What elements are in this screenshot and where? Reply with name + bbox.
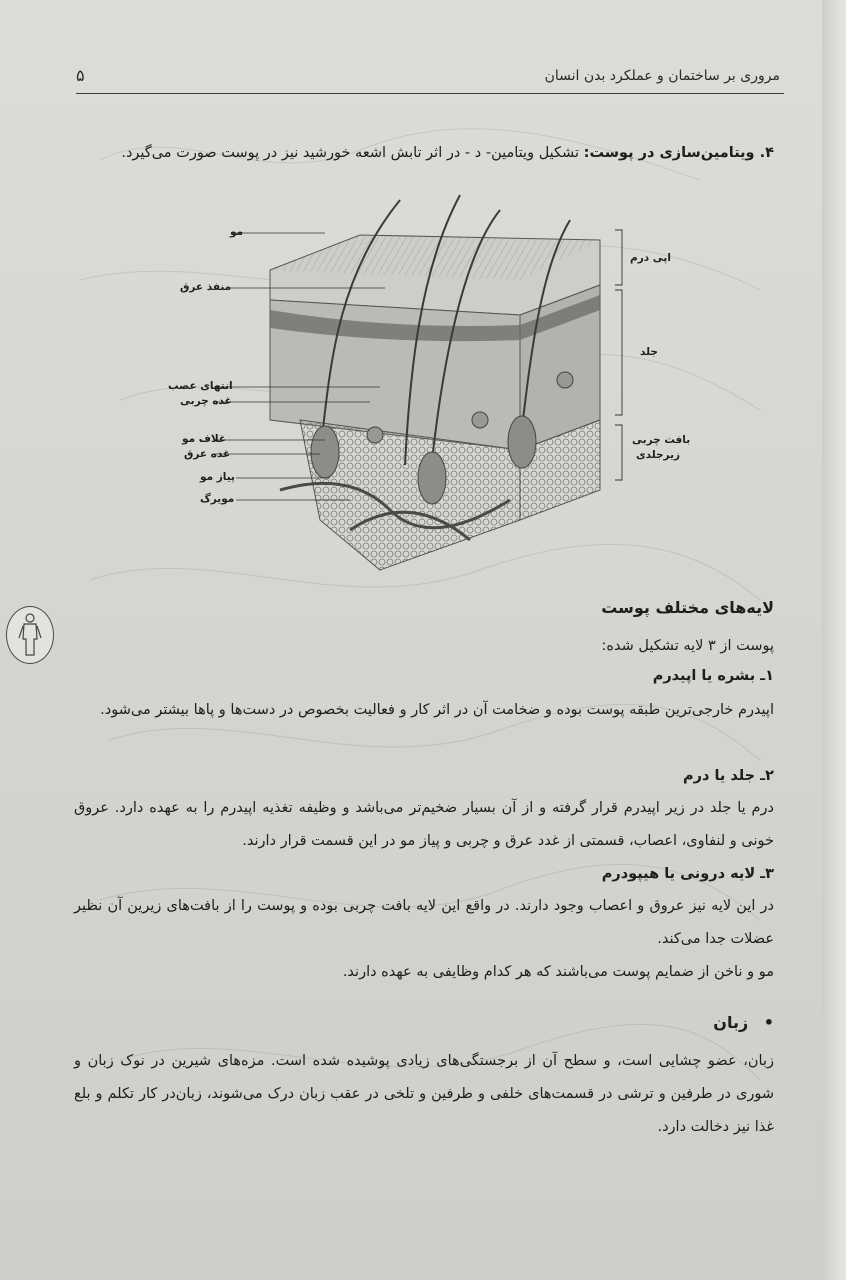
label-sweat-gland: غده عرق <box>184 448 231 460</box>
label-subcutaneous: زیرجلدی <box>636 449 681 461</box>
paragraph-epidermis: اپیدرم خارجی‌ترین طبقه پوست بوده و ضخامت آن در اثر کار و فعالیت بخصوص در دست‌ها و پاها بیشتر می‌شود. <box>100 702 774 718</box>
page-number: ۵ <box>76 66 85 85</box>
header-divider <box>76 93 784 94</box>
running-header: مروری بر ساختمان و عملکرد بدن انسان <box>544 68 780 84</box>
skin-cross-section-figure <box>170 190 690 590</box>
label-epidermis: اپی درم <box>630 252 671 264</box>
vitamin-paragraph <box>110 137 774 170</box>
bullet-icon: • <box>763 1013 774 1032</box>
human-figure-icon <box>6 606 54 664</box>
label-nerve-ending: انتهای عصب <box>168 380 233 392</box>
vitamin-text: تشکیل ویتامین- د - در اثر تابش اشعه خورشید نیز در پوست صورت می‌گیرد. <box>121 145 580 161</box>
label-sebaceous-gland: غده چربی <box>180 395 232 407</box>
label-dermis: جلد <box>640 346 658 358</box>
paragraph-tongue: زبان، عضو چشایی است، و سطح آن از برجستگی‌های زیادی پوشیده شده است. مزه‌های شیرین در نوک زبان و شوری در طرفین و ترشی در قسمت‌های خلفی و طرفین و تلخی در عقب زبان درک می‌شوند، زبان‌در کار تکلم و بلع غذا نیز دخالت دارد. <box>74 1053 774 1135</box>
heading-dermis: ۲ـ جلد یا درم <box>682 768 774 784</box>
label-hair: مو <box>230 226 244 238</box>
heading-hypodermis: ۳ـ لایه درونی یا هیپودرم <box>601 866 774 882</box>
paragraph-hypodermis: در این لایه نیز عروق و اعصاب وجود دارند. در واقع این لایه بافت چربی بوده و پوست را از بافت‌های زیرین آن نظیر عضلات جدا می‌کند. <box>74 898 774 947</box>
label-sweat-pore: منفذ عرق <box>180 281 232 293</box>
paragraph-appendages: مو و ناخن از ضمایم پوست می‌باشند که هر کدام وظایفی به عهده دارند. <box>342 964 774 980</box>
label-capillary: مویرگ <box>200 493 235 505</box>
label-fat-tissue: بافت چربی <box>632 434 691 446</box>
label-hair-sheath: غلاف مو <box>182 433 227 445</box>
page-edge <box>822 0 846 1280</box>
label-hair-bulb: پیاز مو <box>200 471 235 483</box>
vitamin-heading: ۴. ویتامین‌سازی در پوست: <box>583 145 774 161</box>
section-title-skin-layers: لایه‌های مختلف پوست <box>601 598 774 617</box>
tongue-title-text: زبان <box>713 1013 749 1032</box>
skin-layers-intro: پوست از ۳ لایه تشکیل شده: <box>601 638 774 654</box>
skin-illustration <box>170 190 690 590</box>
paragraph-dermis: درم یا جلد در زیر اپیدرم قرار گرفته و از آن بسیار ضخیم‌تر می‌باشد و وظیفه تغذیه اپیدرم را به عهده دارد. عروق خونی و لنفاوی، اعصاب، قسمتی از غدد عرق و چربی و پیاز مو در این قسمت قرار دارند. <box>74 800 774 849</box>
heading-epidermis: ۱ـ بشره یا اپیدرم <box>652 668 774 684</box>
section-title-tongue <box>713 1013 774 1032</box>
